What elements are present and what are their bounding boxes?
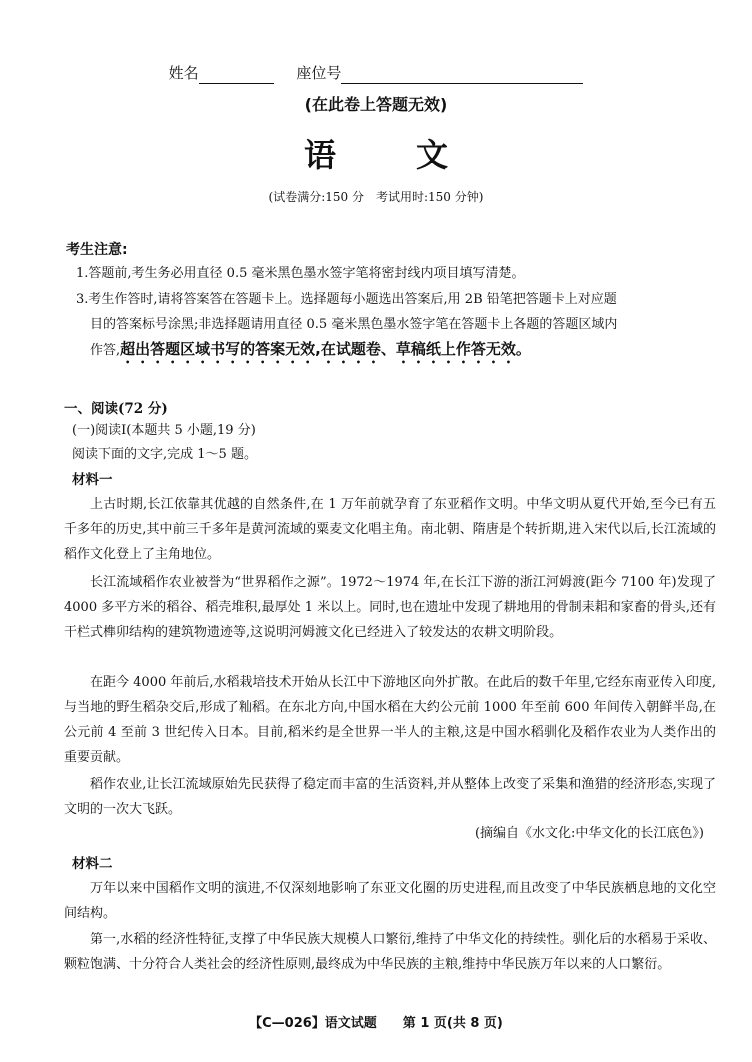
note-emphasis-warning: 超出答题区域书写的答案无效,在试题卷、草稿纸上作答无效。	[120, 340, 531, 358]
reading-instruction: 阅读下面的文字,完成 1～5 题。	[72, 447, 257, 462]
exam-info: (试卷满分:150 分 考试用时:150 分钟)	[268, 190, 484, 204]
note-item-3	[76, 287, 716, 367]
material-1-source: (摘编自《水文化:中华文化的长江底色》)	[474, 826, 704, 841]
name-seat-row	[0, 62, 752, 84]
material-2-paragraph-1: 万年以来中国稻作文明的演进,不仅深刻地影响了东亚文化圈的历史进程,而且改变了中华民族栖息地的文化空间结构。	[64, 881, 716, 921]
material-1-paragraph-4: 稻作农业,让长江流域原始先民获得了稳定而丰富的生活资料,并从整体上改变了采集和渔猎的经济形态,实现了文明的一次大飞跃。	[64, 777, 716, 817]
subject-title: 语文	[303, 136, 528, 174]
invalid-answer-notice: (在此卷上答题无效)	[304, 95, 448, 114]
note-item-3-line-3	[76, 337, 716, 367]
section-heading: 一、阅读(72 分)	[64, 401, 168, 417]
footer-page-number: 第 1 页(共 8 页)	[402, 1016, 503, 1031]
note-item-1: 1.答题前,考生务必用直径 0.5 毫米黑色墨水签字笔将密封线内项目填写清楚。	[76, 266, 525, 281]
page-footer	[0, 1012, 752, 1031]
name-blank-line	[199, 66, 274, 84]
material-2-paragraph-2: 第一,水稻的经济性特征,支撑了中华民族大规模人口繁衍,维持了中华文化的持续性。驯化后的水稻易于采收、颗粒饱满、十分符合人类社会的经济性原则,最终成为中华民族的主粮,维持中华民族万年以来的人口繁衍。	[64, 932, 716, 972]
subsection-heading: (一)阅读Ⅰ(本题共 5 小题,19 分)	[72, 423, 256, 438]
note-item-3-prefix: 作答,	[90, 343, 121, 358]
seat-blank-line	[341, 66, 583, 84]
material-2-label: 材料二	[72, 856, 113, 872]
notes-heading: 考生注意:	[66, 242, 128, 258]
material-1-paragraph-3: 在距今 4000 年前后,水稻栽培技术开始从长江中下游地区向外扩散。在此后的数千年里,它经东南亚传入印度,与当地的野生稻杂交后,形成了籼稻。在东北方向,中国水稻在大约公元前 1000 年至前 600 年间传入朝鲜半岛,在公元前 4 至前 3 世纪传入日本。目前,稻米约是全世界一半人的主粮,这是中国水稻驯化及稻作农业为人类作出的重要贡献。	[64, 675, 716, 765]
name-label: 姓名	[168, 64, 199, 82]
note-item-3-line-2: 目的答案标号涂黑;非选择题请用直径 0.5 毫米黑色墨水签字笔在答题卡上各题的答题区域内	[90, 317, 618, 332]
material-1-paragraph-2: 长江流域稻作农业被誉为“世界稻作之源”。1972～1974 年,在长江下游的浙江河姆渡(距今 7100 年)发现了 4000 多平方米的稻谷、稻壳堆积,最厚处 1 米以上。同时,也在遗址中发现了耕地用的骨制耒耜和家畜的骨头,还有干栏式榫卯结构的建筑物遗迹等,这说明河姆渡文化已经进入了较发达的农耕文明阶段。	[64, 575, 716, 640]
footer-exam-code: 【C—026】语文试题	[249, 1016, 377, 1031]
seat-label: 座位号	[296, 64, 342, 82]
material-1-paragraph-1: 上古时期,长江依靠其优越的自然条件,在 1 万年前就孕育了东亚稻作文明。中华文明从夏代开始,至今已有五千多年的历史,其中前三千多年是黄河流域的粟麦文化唱主角。南北朝、隋唐是个转折期,进入宋代以后,长江流域的稻作文化登上了主角地位。	[64, 497, 716, 562]
material-1-label: 材料一	[72, 472, 113, 488]
note-item-3-line-1: 3.考生作答时,请将答案答在答题卡上。选择题每小题选出答案后,用 2B 铅笔把答题卡上对应题	[76, 292, 617, 307]
